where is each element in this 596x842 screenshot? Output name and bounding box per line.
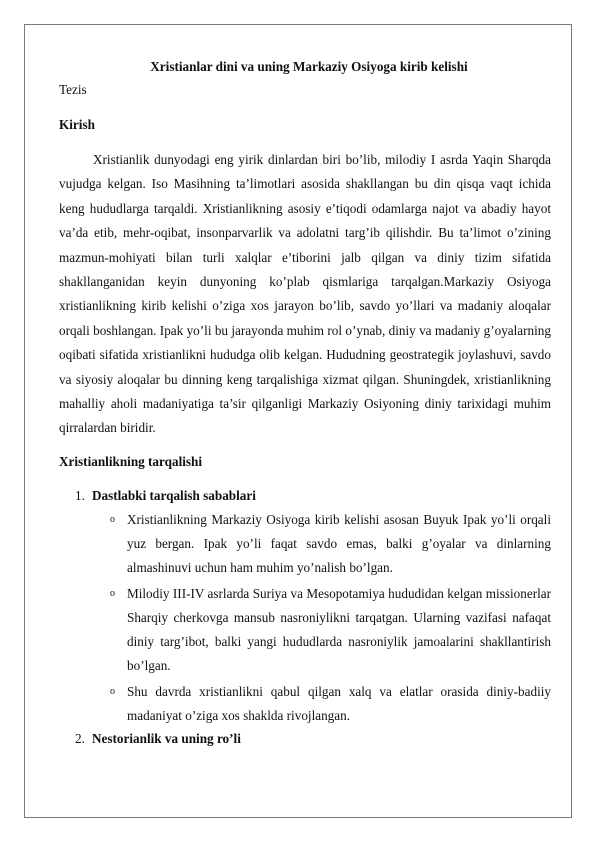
bullet-item-3 xyxy=(110,680,551,728)
bullet-text-3: Shu davrda xristianlikni qabul qilgan xalq va elatlar orasida diniy-badiiy madaniyat o’ziga xos shaklda rivojlangan. xyxy=(127,683,551,723)
document-subtitle: Tezis xyxy=(59,82,87,97)
list-number-2: 2. xyxy=(75,730,85,746)
document-body xyxy=(59,58,551,748)
bullet-icon: o xyxy=(110,587,115,599)
bullet-icon: o xyxy=(110,513,115,525)
bullet-text-1: Xristianlikning Markaziy Osiyoga kirib kelishi asosan Buyuk Ipak yo’li orqali yuz bergan. Ipak yo’li faqat savdo emas, balki g’oyalar va dinlarning almashinuvi uchun ham muhim yo’nalish bo’lgan. xyxy=(127,511,551,575)
bullet-item-1 xyxy=(110,508,551,580)
intro-paragraph: Xristianlik dunyodagi eng yirik dinlardan biri bo’lib, milodiy I asrda Yaqin Sharqda vujudga kelgan. Iso Masihning ta’limotlari asosida shakllangan bu din qisqa vaqt ichida keng hududlarga tarqaldi. Xristianlikning asosiy e’tiqodi odamlarga najot va abadiy hayot va’da etib, mehr-oqibat, insonparvarlik va adolatni targ’ib qilishdir. Bu ta’limot o’zining mazmun-mohiyati bilan turli xalqlar e’tiborini jalb qilgan va diniy tizim sifatida shakllanganidan keyin dunyoning ko’plab qismlariga tarqalgan.Markaziy Osiyoga xristianlikning kirib kelishi o’ziga xos jarayon bo’lib, savdo yo’llari va madaniy aloqalar orqali boshlangan. Ipak yo’li bu jarayonda muhim rol o’ynab, diniy va madaniy g’oyalarning oqibati sifatida xristianlikni hududga olib kelgan. Hududning geostrategik joylashuvi, savdo va siyosiy aloqalar bu dinning keng tarqalishiga xizmat qilgan. Shuningdek, xristianlikning mahalliy aholi madaniyatiga ta’sir qilganligi Markaziy Osiyoning diniy tarixidagi muhim qirralardan biridir. xyxy=(59,152,551,436)
list-item-title-1: Dastlabki tarqalish sabablari xyxy=(92,487,256,503)
document-title: Xristianlar dini va uning Markaziy Osiyoga kirib kelishi xyxy=(150,59,468,74)
list-item-2 xyxy=(59,730,551,748)
list-item-1 xyxy=(59,487,551,728)
bullet-item-2 xyxy=(110,582,551,678)
numbered-list xyxy=(59,487,551,748)
intro-heading: Kirish xyxy=(59,117,95,132)
list-number-1: 1. xyxy=(75,487,85,503)
bullet-list xyxy=(92,508,551,728)
bullet-text-2: Milodiy III-IV asrlarda Suriya va Mesopotamiya hududidan kelgan missionerlar Sharqiy cherkovga mansub nasroniylikni tarqatgan. Ularning vazifasi nafaqat diniy targ’ibot, balki yangi hududlarda nasroniylik jamoalarini shakllantirish bo’lgan. xyxy=(127,585,551,673)
list-item-title-2: Nestorianlik va uning ro’li xyxy=(92,730,241,746)
bullet-icon: o xyxy=(110,685,115,697)
spread-heading: Xristianlikning tarqalishi xyxy=(59,453,203,469)
